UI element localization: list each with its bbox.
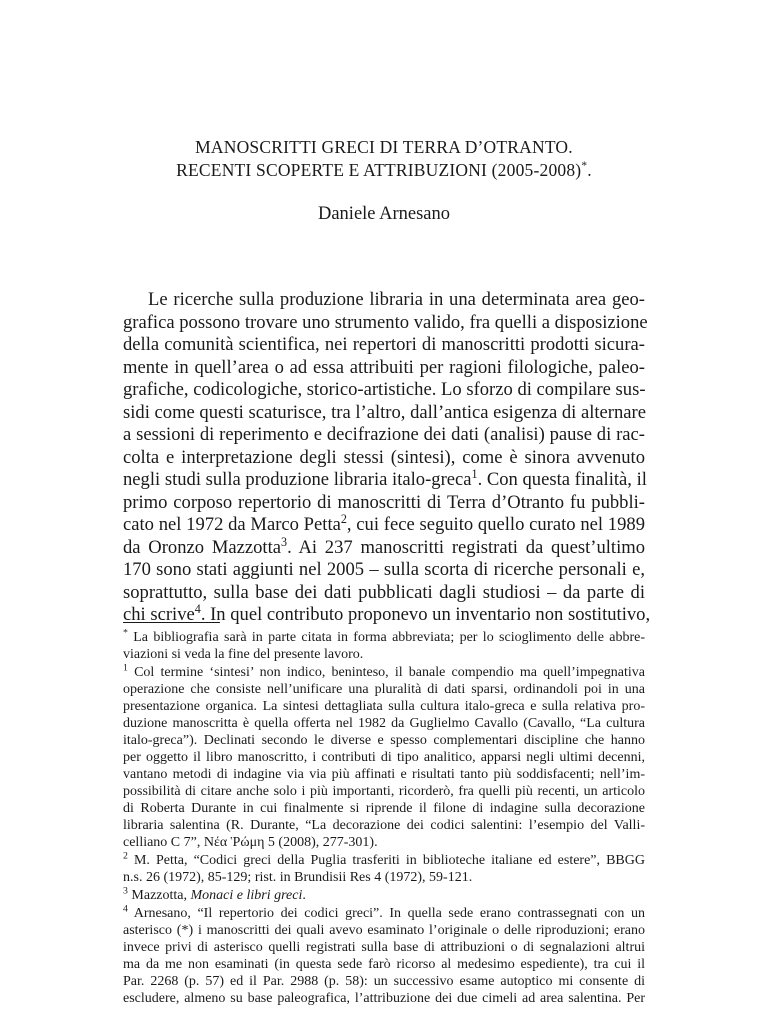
article-title-line-2: RECENTI SCOPERTE E ATTRIBUZIONI (2005-2008)*. [176, 160, 592, 180]
footnote-1-line: vantano metodi di indagine via via più affinati e risultati tanto più soddisfacenti; nell’im- [123, 767, 645, 782]
footnote-star-line: * La bibliografia sarà in parte citata in forma abbreviata; per lo scioglimento delle abbre- [123, 627, 645, 645]
body-line: soprattutto, sulla base dei dati pubblicati dagli studiosi – da parte di [123, 581, 645, 603]
footnote-1-line: presentazione organica. La sintesi dettagliata sulla cultura italo-greca e sulla relativa pro- [123, 699, 645, 714]
footnote-1-line: celliano C 7”, Νέα Ῥώμη 5 (2008), 277-301). [123, 835, 378, 850]
body-line: da Oronzo Mazzotta$^3$. Ai 237 manoscritti registrati da quest’ultimo [123, 534, 645, 558]
footnote-ref-1[interactable]: 1 [471, 466, 478, 481]
footnote-4-line: $^4$ Arnesano, “Il repertorio dei codici greci”. In quella sede erano contrassegnati con un [123, 903, 646, 921]
body-line: grafiche, codicologiche, storico-artistiche. Lo sforzo di compilare sus- [123, 379, 646, 400]
footnote-star-line: viazioni si veda la fine del presente lavoro. [123, 647, 364, 662]
footnote-1-line: italo-greca”). Declinati secondo le diverse e spesso complementari discipline che hanno [123, 733, 645, 748]
footnote-1-line: libraria salentina (R. Durante, “La decorazione dei codici salentini: l’esempio del Valli- [123, 818, 645, 833]
body-line: grafica possono trovare uno strumento valido, fra quelli a disposizione [123, 311, 648, 333]
footnote-separator [123, 622, 220, 623]
body-line: a sessioni di reperimento e decifrazione dei dati (analisi) pause di rac- [123, 424, 645, 445]
body-line: 170 sono stati aggiunti nel 2005 – sulla scorta di ricerche personali e, [123, 559, 645, 580]
body-line: primo corposo repertorio di manoscritti di Terra d’Otranto fu pubbli- [123, 491, 645, 513]
footnote-ref-3[interactable]: 3 [281, 534, 288, 549]
body-line: negli studi sulla produzione libraria italo-greca$^1$. Con questa finalità, il [123, 466, 647, 490]
body-line: della comunità scientifica, nei repertori di manoscritti prodotti sicura- [123, 334, 645, 355]
author-name: Daniele Arnesano [317, 204, 451, 224]
footnote-4-line: Par. 2268 (p. 57) ed il Par. 2988 (p. 58): un successivo esame autoptico mi consente di [123, 974, 645, 989]
body-line: cato nel 1972 da Marco Petta$^2$, cui fece seguito quello curato nel 1989 [123, 511, 645, 535]
body-line: colta e interpretazione degli stessi (sintesi), come è sinora avvenuto [123, 446, 645, 468]
body-line: sidi come questi scaturisce, tra l’altro, dall’antica esigenza di alternare [123, 401, 646, 423]
footnote-3-line: $^3$ Mazzotta, Monaci e libri greci. [123, 885, 306, 903]
footnote-4-line: ma da me non esaminati (in questa sede farò ricorso al medesimo espediente), tra cui il [123, 957, 645, 972]
footnote-1-line: di Roberta Durante in cui finalmente si riprende il filone di indagine sulla decorazione [123, 801, 645, 816]
footnote-1-line: operazione che consiste nell’unificare una pluralità di dati sparsi, ordinandoli poi in una [123, 682, 645, 697]
footnote-4-line: escludere, almeno su base paleografica, l’attribuzione dei due cimeli ad area salentina. Per [123, 991, 645, 1006]
footnote-ref-2[interactable]: 2 [340, 511, 347, 526]
footnote-2-line: $^2$ M. Petta, “Codici greci della Puglia trasferiti in biblioteche italiane ed estere”, BBGG [123, 850, 645, 868]
footnote-4-line: asterisco (*) i manoscritti dei quali avevo esaminato l’originale o delle riproduzioni; erano [123, 923, 645, 938]
footnote-1-line: duzione manoscritta è quella offerta nel 1982 da Guglielmo Cavallo (Cavallo, “La cultura [123, 716, 645, 731]
body-line: chi scrive$^4$. In quel contributo proponevo un inventario non sostitutivo, [123, 601, 651, 625]
footnote-2-line: n.s. 26 (1972), 85-129; rist. in Brundisii Res 4 (1972), 59-121. [123, 870, 473, 885]
footnote-1-line: per oggetto il libro manoscritto, i contributi di tipo analitico, apparsi negli ultimi decenni, [123, 750, 645, 765]
footnote-1-line: possibilità di citare anche solo i più importanti, ricorderò, fra quelli più recenti, un articolo [123, 784, 645, 799]
footnote-4-line: invece privi di asterisco quelli registrati sulla base di attribuzioni o di segnalazioni altrui [123, 940, 645, 955]
body-line: mente in quell’area o ad essa attribuiti per ragioni filologiche, paleo- [123, 356, 645, 378]
footnote-ref-4[interactable]: 4 [194, 601, 201, 616]
footnote-1-line: $^1$ Col termine ‘sintesi’ non indico, beninteso, il banale compendio ma quell’impegnativa [123, 662, 646, 680]
title-footnote-marker[interactable]: * [581, 160, 588, 173]
article-title-line-1: MANOSCRITTI GRECI DI TERRA D’OTRANTO. [195, 137, 573, 157]
body-line: Le ricerche sulla produzione libraria in una determinata area geo- [148, 289, 645, 310]
